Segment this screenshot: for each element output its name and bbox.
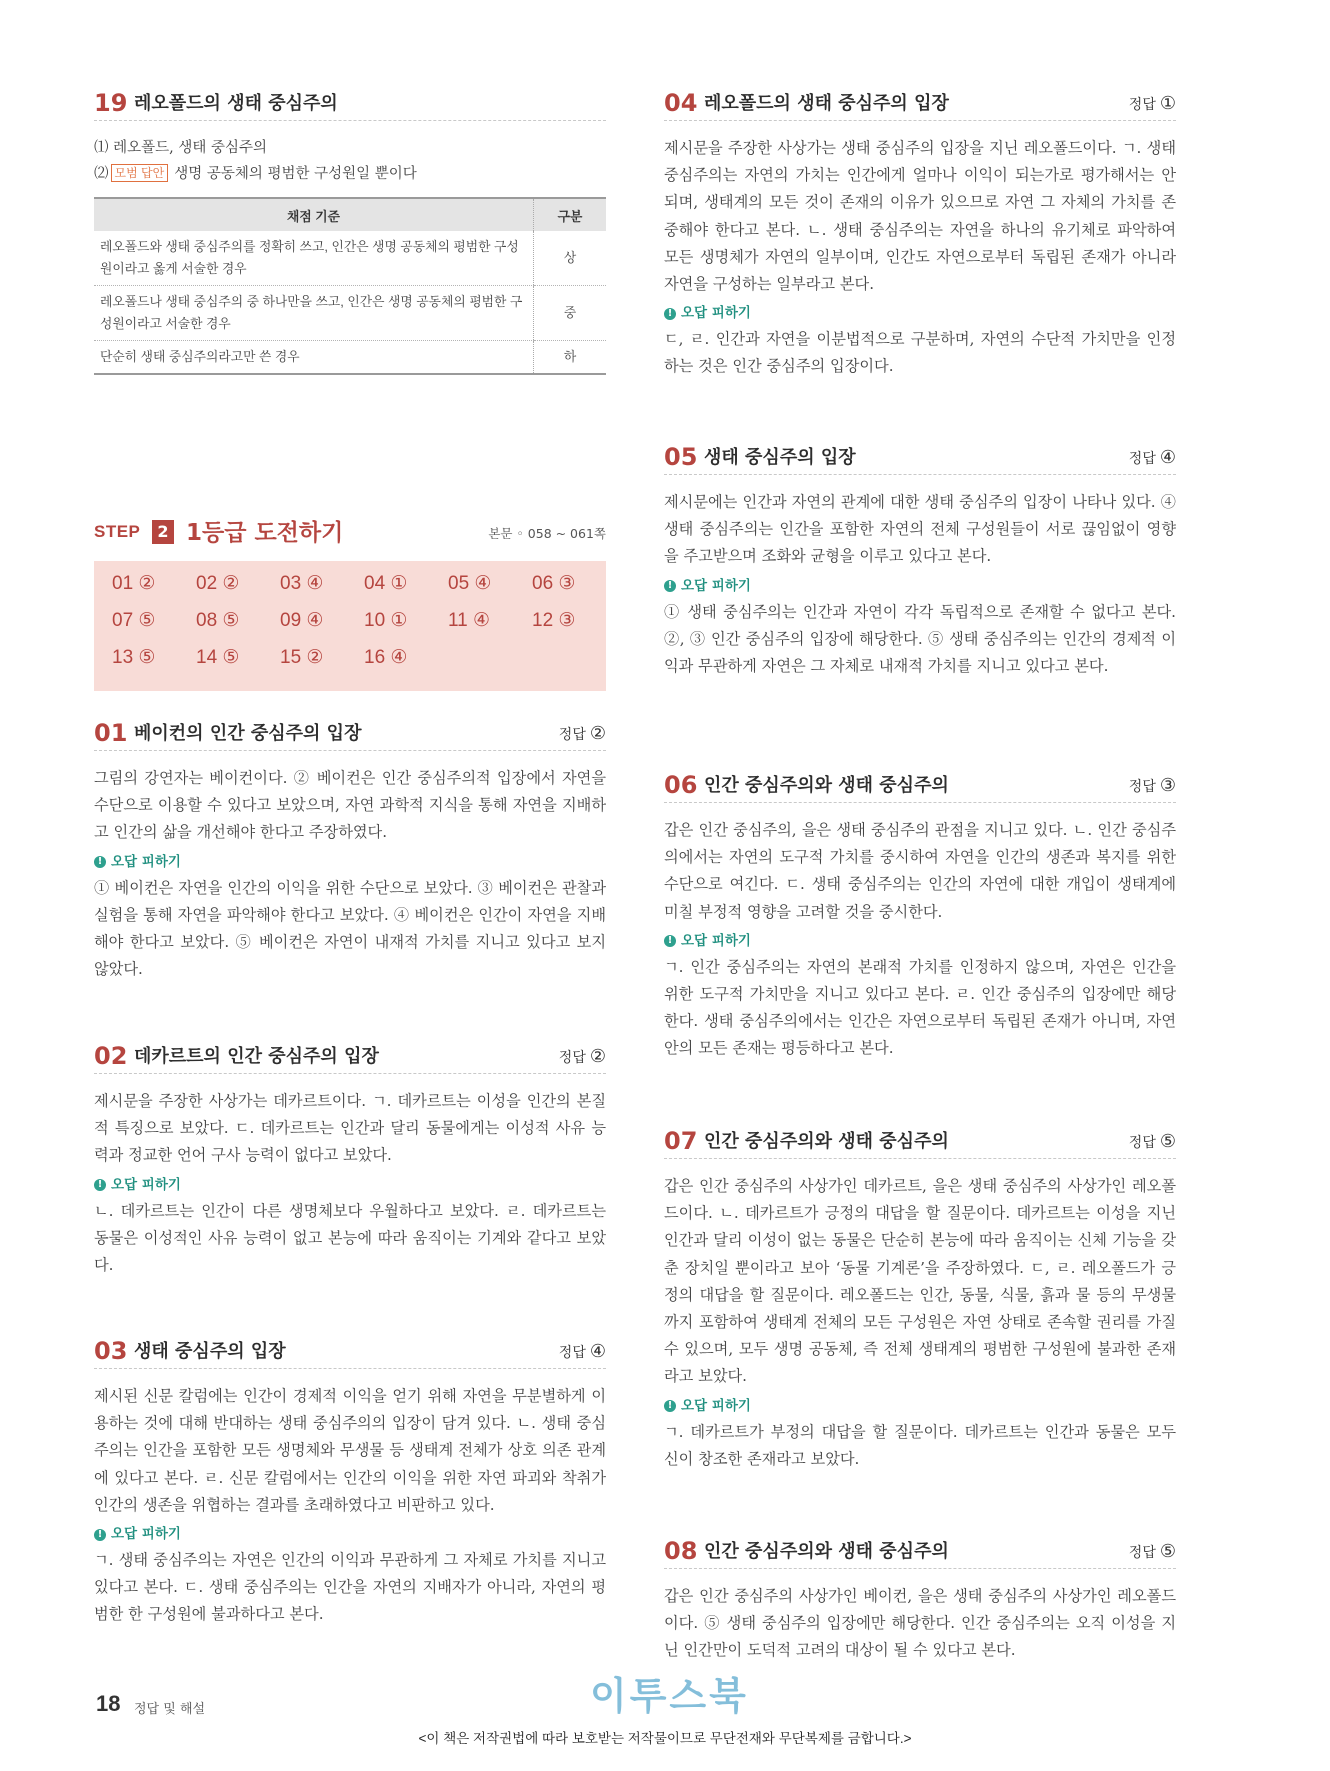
question-title: 레오폴드의 생태 중심주의 입장 [704, 93, 949, 114]
answer-key-item: 02 ② [196, 573, 240, 594]
answer-tag [1129, 92, 1176, 117]
step-label: STEP [94, 522, 141, 541]
answer-key-item: 07 ⑤ [112, 610, 156, 631]
answer-line-2-text: 생명 공동체의 평범한 구성원일 뿐이다 [174, 166, 417, 182]
question-header [664, 770, 1176, 803]
avoid-label: 오답 피하기 [681, 305, 751, 322]
answer-label: 정답 [1128, 97, 1156, 113]
grading-table [94, 197, 606, 375]
exclamation-icon: ! [664, 308, 676, 320]
answer-value: ④ [589, 1341, 606, 1362]
question-title: 생태 중심주의 입장 [704, 447, 856, 468]
question-title: 인간 중심주의와 생태 중심주의 [704, 775, 949, 796]
grade-cell: 상 [534, 231, 607, 286]
avoid-heading [664, 301, 1176, 326]
question-header [664, 88, 1176, 121]
question-number: 03 [94, 1337, 128, 1365]
explanation-body: 갑은 인간 중심주의, 을은 생태 중심주의 관점을 지니고 있다. ㄴ. 인간 중심주의에서는 자연의 도구적 가치를 중시하여 자연을 인간의 생존과 복지를 위한 수단으로 여긴다. ㄷ. 생태 중심주의는 인간의 자연에 대한 개입이 생태계에 미칠 부정적 영향을 고려할 것을 중시한다. [664, 821, 1176, 921]
question-header [664, 1536, 1176, 1569]
grading-criteria-header: 채점 기준 [94, 198, 534, 231]
question-title: 생태 중심주의 입장 [134, 1341, 286, 1362]
answer-line-2 [94, 161, 606, 187]
answer-key-item: 12 ③ [532, 610, 576, 631]
question-number: 19 [94, 89, 128, 117]
answer-line-1: ⑴ 레오폴드, 생태 중심주의 [94, 140, 268, 156]
answer-key-item: 06 ③ [532, 573, 576, 594]
answer-tag [559, 1045, 606, 1070]
grading-grade-header: 구분 [534, 198, 607, 231]
answer-tag [559, 722, 606, 747]
question-19-answers [94, 135, 606, 187]
answer-key-item: 01 ② [112, 573, 156, 594]
question-title: 레오폴드의 생태 중심주의 [134, 93, 338, 114]
avoid-body: ① 생태 중심주의는 인간과 자연이 각각 독립적으로 존재할 수 없다고 본다. ②, ③ 인간 중심주의 입장에 해당한다. ⑤ 생태 중심주의는 인간의 경제적 이익과 무관하게 자연은 그 자체로 내재적 가치를 지니고 있다고 본다. [664, 602, 1176, 676]
question-number: 05 [664, 443, 698, 471]
answer-value: ⑤ [1159, 1131, 1176, 1152]
answer-value: ① [1159, 93, 1176, 114]
question-number: 07 [664, 1127, 698, 1155]
question-header [94, 1041, 606, 1074]
question-04 [664, 88, 1176, 381]
explanation [664, 817, 1176, 1063]
question-number: 08 [664, 1537, 698, 1565]
explanation [94, 1383, 606, 1629]
avoid-body: ㄱ. 생태 중심주의는 자연은 인간의 이익과 무관하게 그 자체로 가치를 지니고 있다고 본다. ㄷ. 생태 중심주의는 인간을 자연의 지배자가 아니라, 자연의 평범한 한 구성원에 불과하다고 본다. [94, 1551, 606, 1624]
exclamation-icon: ! [664, 935, 676, 947]
table-row [94, 341, 606, 375]
answer-key-item: 03 ④ [280, 573, 324, 594]
step-number: 2 [152, 520, 174, 544]
question-title: 인간 중심주의와 생태 중심주의 [704, 1541, 949, 1562]
answer-key-item: 05 ④ [448, 573, 492, 594]
answer-label: 정답 [1128, 779, 1156, 795]
avoid-label: 오답 피하기 [681, 577, 751, 594]
avoid-label: 오답 피하기 [111, 853, 181, 870]
answer-value: ② [589, 723, 606, 744]
answer-key-item: 04 ① [364, 573, 408, 594]
explanation [664, 489, 1176, 680]
question-02 [94, 1041, 606, 1279]
avoid-heading [94, 1522, 606, 1547]
answer-value: ⑤ [1159, 1541, 1176, 1562]
avoid-body: ① 베이컨은 자연을 인간의 이익을 위한 수단으로 보았다. ③ 베이컨은 관찰과 실험을 통해 자연을 파악해야 한다고 보았다. ④ 베이컨은 인간이 자연을 지배해야 한다고 보았다. ⑤ 베이컨은 자연이 내재적 가치를 지니고 있다고 보지 않았다. [94, 878, 606, 979]
answer-tag [1129, 1540, 1176, 1565]
avoid-heading [664, 929, 1176, 954]
answer-key-item: 11 ④ [448, 610, 491, 631]
grade-cell: 중 [534, 286, 607, 341]
step-title: 1등급 도전하기 [186, 520, 344, 546]
answer-value: ② [589, 1046, 606, 1067]
answer-tag [559, 1340, 606, 1365]
answer-line-2-prefix: ⑵ [94, 166, 109, 182]
answer-tag [1129, 1130, 1176, 1155]
exclamation-icon: ! [94, 1179, 106, 1191]
question-01 [94, 718, 606, 983]
answer-value: ④ [1159, 447, 1176, 468]
avoid-heading [664, 1394, 1176, 1419]
explanation [664, 135, 1176, 381]
exclamation-icon: ! [94, 1529, 106, 1541]
answer-label: 정답 [558, 1050, 586, 1066]
question-number: 02 [94, 1042, 128, 1070]
copyright-notice: <이 책은 저작권법에 따라 보호받는 저작물이므로 무단전재와 무단복제를 금합니다.> [418, 1731, 912, 1746]
explanation [664, 1583, 1176, 1665]
answer-key-grid [94, 561, 606, 691]
answer-tag [1129, 774, 1176, 799]
criterion-cell: 단순히 생태 중심주의라고만 쓴 경우 [94, 341, 534, 375]
answer-label: 정답 [1128, 1135, 1156, 1151]
answer-key-item: 09 ④ [280, 610, 324, 631]
avoid-heading [94, 850, 606, 875]
question-title: 베이컨의 인간 중심주의 입장 [134, 723, 362, 744]
explanation-body: 제시문에는 인간과 자연의 관계에 대한 생태 중심주의 입장이 나타나 있다. ④ 생태 중심주의는 인간을 포함한 자연의 전체 구성원들이 서로 끊임없이 영향을 주고받으며 조화와 균형을 이루고 있다고 본다. [664, 493, 1176, 566]
answer-label: 정답 [558, 1345, 586, 1361]
question-header [94, 718, 606, 751]
watermark-logo: 이투스북 [590, 1676, 749, 1718]
avoid-label: 오답 피하기 [111, 1526, 181, 1543]
exclamation-icon: ! [664, 580, 676, 592]
answer-value: ③ [1159, 775, 1176, 796]
exclamation-icon: ! [664, 1400, 676, 1412]
avoid-label: 오답 피하기 [681, 1397, 751, 1414]
footer-label: 정답 및 해설 [134, 1702, 206, 1717]
explanation-body: 제시문을 주장한 사상가는 데카르트이다. ㄱ. 데카르트는 이성을 인간의 본질적 특징으로 보았다. ㄷ. 데카르트는 인간과 달리 동물에게는 이성적 사유 능력과 정교한 언어 구사 능력이 없다고 보았다. [94, 1092, 606, 1165]
table-row [94, 286, 606, 341]
exclamation-icon: ! [94, 856, 106, 868]
question-header [94, 1336, 606, 1369]
answer-key-item: 10 ① [364, 610, 408, 631]
criterion-cell: 레오폴드와 생태 중심주의를 정확히 쓰고, 인간은 생명 공동체의 평범한 구성원이라고 옳게 서술한 경우 [94, 231, 534, 286]
explanation-body: 제시문을 주장한 사상가는 생태 중심주의 입장을 지닌 레오폴드이다. ㄱ. 생태 중심주의는 자연의 가치는 인간에게 얼마나 이익이 되는가로 평가해서는 안 되며, 생태계의 모든 것이 존재의 이유가 있으므로 자연 그 자체의 가치를 존중해야 한다고 본다. ㄴ. 생태 중심주의는 자연을 하나의 유기체로 파악하여 모든 생명체가 자연의 일부이며, 인간도 자연으로부터 독립된 존재가 아니라 자연을 구성하는 일부라고 본다. [664, 139, 1176, 294]
explanation-body: 그림의 강연자는 베이컨이다. ② 베이컨은 인간 중심주의적 입장에서 자연을 수단으로 이용할 수 있다고 보았으며, 자연 과학적 지식을 통해 자연을 지배하고 인간의 삶을 개선해야 한다고 주장하였다. [94, 769, 606, 842]
avoid-heading [94, 1173, 606, 1198]
avoid-heading [664, 574, 1176, 599]
avoid-body: ㄷ, ㄹ. 인간과 자연을 이분법적으로 구분하며, 자연의 수단적 가치만을 인정하는 것은 인간 중심주의 입장이다. [664, 330, 1176, 376]
explanation-body: 갑은 인간 중심주의 사상가인 베이컨, 을은 생태 중심주의 사상가인 레오폴드이다. ⑤ 생태 중심주의 입장에만 해당한다. 인간 중심주의는 오직 이성을 지닌 인간만이 도덕적 고려의 대상이 될 수 있다고 본다. [664, 1587, 1176, 1660]
model-answer-badge: 모범 답안 [111, 164, 169, 182]
explanation [94, 1088, 606, 1279]
table-row [94, 231, 606, 286]
answer-key-item: 08 ⑤ [196, 610, 240, 631]
answer-key-item: 13 ⑤ [112, 647, 156, 668]
avoid-body: ㄱ. 데카르트가 부정의 대답을 할 질문이다. 데카르트는 인간과 동물은 모두 신이 창조한 존재라고 보았다. [664, 1422, 1176, 1468]
question-header [664, 1126, 1176, 1159]
step-header [94, 518, 606, 550]
question-number: 04 [664, 89, 698, 117]
question-06 [664, 770, 1176, 1063]
grade-cell: 하 [534, 341, 607, 375]
step-pages: 본문 ◦ 058 ~ 061쪽 [488, 526, 606, 541]
avoid-body: ㄱ. 인간 중심주의는 자연의 본래적 가치를 인정하지 않으며, 자연은 인간을 위한 도구적 가치만을 지니고 있다고 본다. ㄹ. 인간 중심주의 입장에만 해당한다. 생태 중심주의에서는 인간은 자연으로부터 독립된 존재가 아니며, 자연 안의 모든 존재는 평등하다고 본다. [664, 957, 1176, 1058]
question-title: 데카르트의 인간 중심주의 입장 [134, 1046, 379, 1067]
avoid-label: 오답 피하기 [681, 932, 751, 949]
explanation [664, 1173, 1176, 1473]
question-19-header [94, 88, 606, 121]
answer-key-item: 16 ④ [364, 647, 408, 668]
avoid-label: 오답 피하기 [111, 1176, 181, 1193]
question-title: 인간 중심주의와 생태 중심주의 [704, 1131, 949, 1152]
question-07 [664, 1126, 1176, 1473]
question-number: 01 [94, 719, 128, 747]
answer-label: 정답 [1128, 451, 1156, 467]
question-03 [94, 1336, 606, 1629]
explanation-body: 제시된 신문 칼럼에는 인간이 경제적 이익을 얻기 위해 자연을 무분별하게 이용하는 것에 대해 반대하는 생태 중심주의의 입장이 담겨 있다. ㄴ. 생태 중심주의는 인간을 포함한 모든 생명체와 무생물 등 생태계 전체가 상호 의존 관계에 있다고 본다. ㄹ. 신문 칼럼에서는 인간의 이익을 위한 자연 파괴와 착취가 인간의 생존을 위협하는 결과를 초래하였다고 비판하고 있다. [94, 1387, 606, 1514]
question-19 [94, 88, 606, 375]
answer-label: 정답 [1128, 1545, 1156, 1561]
question-05 [664, 442, 1176, 680]
answer-key-item: 14 ⑤ [196, 647, 240, 668]
criterion-cell: 레오폴드나 생태 중심주의 중 하나만을 쓰고, 인간은 생명 공동체의 평범한 구성원이라고 서술한 경우 [94, 286, 534, 341]
question-header [664, 442, 1176, 475]
explanation [94, 765, 606, 983]
answer-tag [1129, 446, 1176, 471]
answer-key-item: 15 ② [280, 647, 324, 668]
page-number: 18 [96, 1691, 121, 1716]
avoid-body: ㄴ. 데카르트는 인간이 다른 생명체보다 우월하다고 보았다. ㄹ. 데카르트는 동물은 이성적인 사유 능력이 없고 본능에 따라 움직이는 기계와 같다고 보았다. [94, 1201, 606, 1275]
answer-label: 정답 [558, 727, 586, 743]
question-number: 06 [664, 771, 698, 799]
question-08 [664, 1536, 1176, 1665]
explanation-body: 갑은 인간 중심주의 사상가인 데카르트, 을은 생태 중심주의 사상가인 레오폴드이다. ㄴ. 데카르트가 긍정의 대답을 할 질문이다. 데카르트는 이성을 지닌 인간과 달리 이성이 없는 동물은 단순히 본능에 따라 움직이는 신체 기능을 갖춘 장치일 뿐이라고 보아 ‘동물 기계론’을 주장하였다. ㄷ, ㄹ. 레오폴드가 긍정의 대답을 할 질문이다. 레오폴드는 인간, 동물, 식물, 흙과 물 등의 무생물까지 포함하여 생태계 전체의 모든 구성원은 자연 상태로 존속할 권리를 가질 수 있으며, 모두 생명 공동체, 즉 전체 생태계의 평범한 구성원에 불과한 존재라고 보았다. [664, 1177, 1176, 1386]
